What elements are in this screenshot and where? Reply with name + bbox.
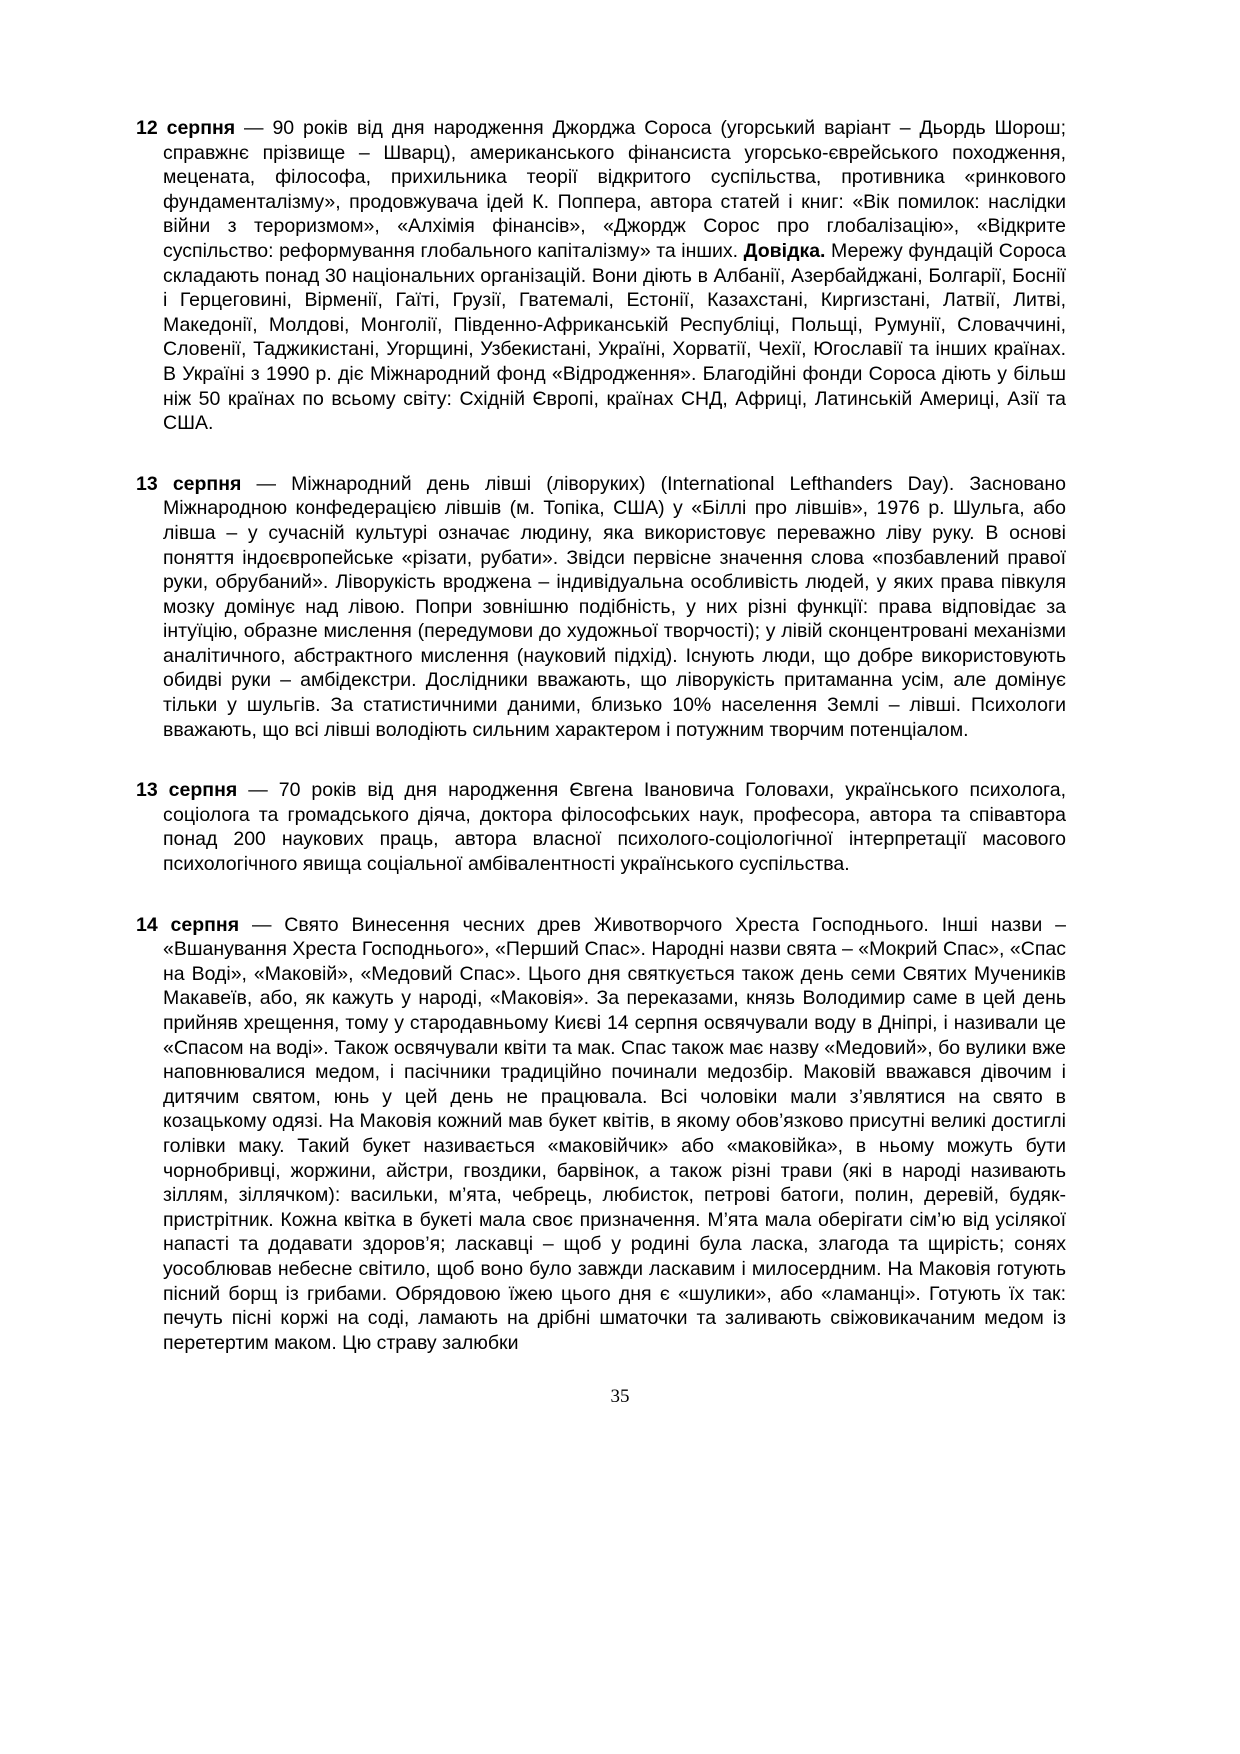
page-number: 35 bbox=[610, 1386, 630, 1407]
entry-text: — 70 років від дня народження Євгена Івановича Головахи, українського психолога, соціолога та громадського діяча, доктора філософських наук, професора, автора та співавтора понад 200 наукових праць, автора власної психолого-соціологічної інтерпретації масового психологічного явища соціальної амбівалентності українського суспільства. bbox=[163, 779, 1066, 876]
entry-date: 12 серпня bbox=[136, 117, 236, 139]
calendar-entry-soros bbox=[136, 116, 1066, 436]
note-text: Мережу фундацій Сороса складають понад 30 національних організацій. Вони діють в Албанії, Азербайджані, Болгарії, Боснії і Герцеговині, Вірменії, Гаїті, Грузії, Гватемалі, Естонії, Казахстані, Киргизстані, Латвії, Литві, Македонії, Молдові, Монголії, Південно-Африканській Республіці, Польщі, Румунії, Словаччині, Словенії, Таджикистані, Угорщині, Узбекистані, Україні, Хорватії, Чехії, Югославії та інших країнах. В Україні з 1990 р. діє Міжнародний фонд «Відродження». Благодійні фонди Сороса діють у більш ніж 50 країнах по всьому світу: Східній Європі, країнах СНД, Африці, Латинській Америці, Азії та США. bbox=[163, 239, 1067, 435]
calendar-entry-makoviy bbox=[136, 913, 1066, 1356]
entry-text: — Міжнародний день лівші (ліворуких) (International Lefthanders Day). Засновано Міжнародною конфедерацією лівшів (м. Топіка, США) у «Біллі про лівшів», 1976 р. Шульга, або лівша – у сучасній культурі означає людину, яка використовує переважно ліву руку. В основі поняття індоєвропейське «різати, рубати». Звідси первісне значення слова «позбавлений правої руки, обрубаний». Ліворукість вроджена – індивідуальна особливість людей, у яких права півкуля мозку домінує над лівою. Попри зовнішню подібність, у них різні функції: права відповідає за інтуїцію, образне мислення (передумови до художньої творчості); у лівій сконцентровані механізми аналітичного, абстрактного мислення (науковий підхід). Існують люди, що добре використовують обидві руки – амбідекстри. Дослідники вважають, що ліворукість притаманна усім, але домінує тільки у шульгів. За статистичними даними, близько 10% населення Землі – лівші. Психологи вважають, що всі лівші володіють сильним характером і потужним творчим потенціалом. bbox=[163, 472, 1066, 741]
entry-date: 13 серпня bbox=[136, 472, 242, 495]
calendar-entry-lefthanders-day bbox=[136, 472, 1066, 743]
note-label: Довідка. bbox=[743, 239, 826, 262]
entry-text: — 90 років від дня народження Джорджа Сороса (угорський варіант – Дьордь Шорош; справжнє прізвище – Шварц), американського фінансиста угорсько-єврейського походження, мецената, філософа, прихильника теорії відкритого суспільства, противника «ринкового фундаменталізму», продовжувача ідей К. Поппера, автора статей і книг: «Вік помилок: наслідки війни з тероризмом», «Алхімія фінансів», «Джордж Сорос про глобалізацію», «Відкрите суспільство: реформування глобального капіталізму» та інших. bbox=[163, 117, 1066, 262]
entry-date: 13 серпня bbox=[136, 779, 238, 802]
entry-text: — Свято Винесення чесних древ Животворчого Хреста Господнього. Інші назви – «Вшанування Хреста Господнього», «Перший Спас». Народні назви свята – «Мокрий Спас», «Спас на Воді», «Маковій», «Медовий Спас». Цього дня святкується також день семи Святих Мучеників Макавеїв, або, як кажуть у народі, «Маковія». За переказами, князь Володимир саме в цей день прийняв хрещення, тому у стародавньому Києві 14 серпня освячували воду в Дніпрі, і називали це «Спасом на воді». Також освячували квіти та мак. Спас також має назву «Медовий», бо вулики вже наповнювалися медом, і пасічники традиційно починали медозбір. Маковій вважався дівочим і дитячим святом, юнь у цей день не працювала. Всі чоловіки мали з’являтися на свято в козацькому одязі. На Маковія кожний мав букет квітів, в якому обов’язково присутні великі достиглі голівки маку. Такий букет називається «маковійчик» або «маковійка», в ньому можуть бути чорнобривці, жоржини, айстри, гвоздики, барвінок, а також різні трави (які в народі називають зіллям, зіллячком): васильки, м’ята, чебрець, любисток, петрові батоги, полин, деревій, будяк-пристрітник. Кожна квітка в букеті мала своє призначення. М’ята мала оберігати сім’ю від усілякої напасті та додавати здоров’я; ласкавці – щоб у родині була ласка, злагода та щирість; сонях уособлював небесне світило, щоб воно було завжди ласкавим і милосердним. На Маковія готують пісний борщ із грибами. Обрядовою їжею цього дня є «шулики», або «ламанці». Готують їх так: печуть пісні коржі на соді, ламають на дрібні шматочки та заливають свіжовикачаним медом із перетертим маком. Цю страву залюбки bbox=[163, 913, 1066, 1354]
document-body bbox=[136, 116, 1066, 1391]
entry-date: 14 серпня bbox=[136, 913, 240, 936]
calendar-entry-golovakha bbox=[136, 778, 1066, 876]
